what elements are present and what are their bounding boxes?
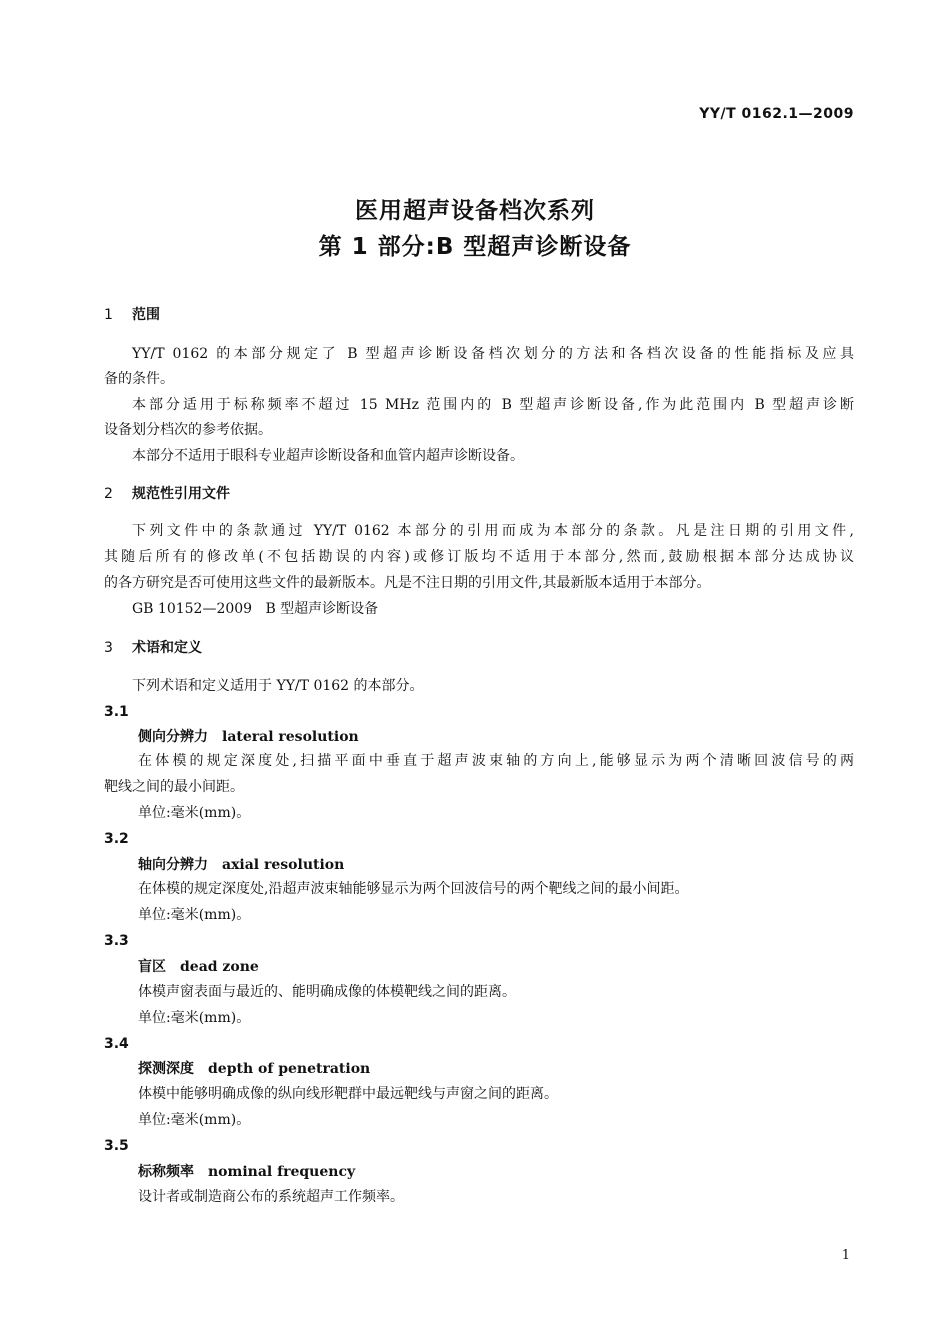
- clause-3-1-term: [138, 728, 359, 746]
- term-chinese: 标称频率: [138, 1164, 194, 1180]
- clause-3-5-term: [138, 1163, 355, 1181]
- term-chinese: 轴向分辨力: [138, 857, 208, 873]
- s2-paragraph-line-3: 的各方研究是否可使用这些文件的最新版本。凡是不注日期的引用文件,其最新版本适用于本部分。: [104, 575, 711, 591]
- document-title-line2: 第 1 部分:B 型超声诊断设备: [318, 234, 632, 260]
- s1-paragraph-2-line-1: 本部分适用于标称频率不超过 15 MHz 范围内的 B 型超声诊断设备,作为此范围内 B 型超声诊断: [132, 397, 854, 413]
- clause-3-3-term: [138, 958, 259, 976]
- s2-paragraph-line-2: 其随后所有的修改单(不包括勘误的内容)或修订版均不适用于本部分,然而,鼓励根据本部分达成协议: [104, 549, 854, 565]
- term-english: axial resolution: [222, 857, 345, 873]
- clause-3-4-definition: 体模中能够明确成像的纵向线形靶群中最远靶线与声窗之间的距离。: [138, 1086, 558, 1102]
- term-english: dead zone: [180, 959, 259, 975]
- clause-3-3-number: 3.3: [104, 933, 129, 949]
- section-number: 3: [104, 640, 113, 656]
- section-1-heading: [104, 306, 160, 324]
- s1-paragraph-1-line-2: 备的条件。: [104, 371, 174, 387]
- document-title-line1: 医用超声设备档次系列: [355, 198, 595, 224]
- s2-paragraph-line-1: 下列文件中的条款通过 YY/T 0162 本部分的引用而成为本部分的条款。凡是注日期的引用文件,: [132, 523, 854, 539]
- clause-3-2-unit: 单位:毫米(mm)。: [138, 907, 251, 923]
- term-chinese: 盲区: [138, 959, 166, 975]
- clause-3-1-definition-line-2: 靶线之间的最小间距。: [104, 779, 244, 795]
- clause-3-3-definition: 体模声窗表面与最近的、能明确成像的体模靶线之间的距离。: [138, 984, 516, 1000]
- clause-3-1-definition-line-1: 在体模的规定深度处,扫描平面中垂直于超声波束轴的方向上,能够显示为两个清晰回波信号的两: [138, 753, 854, 769]
- s3-intro: 下列术语和定义适用于 YY/T 0162 的本部分。: [132, 678, 424, 694]
- clause-3-1-unit: 单位:毫米(mm)。: [138, 805, 251, 821]
- clause-3-1-number: 3.1: [104, 704, 129, 720]
- clause-3-5-number: 3.5: [104, 1138, 129, 1154]
- term-chinese: 侧向分辨力: [138, 729, 208, 745]
- clause-3-4-term: [138, 1060, 370, 1078]
- term-english: nominal frequency: [208, 1164, 356, 1180]
- standard-number: YY/T 0162.1—2009: [699, 106, 854, 122]
- clause-3-2-term: [138, 856, 344, 874]
- section-title: 规范性引用文件: [132, 486, 230, 502]
- section-title: 术语和定义: [132, 640, 202, 656]
- term-english: lateral resolution: [222, 729, 359, 745]
- section-3-heading: [104, 639, 202, 657]
- normative-reference: GB 10152—2009 B 型超声诊断设备: [132, 601, 379, 617]
- clause-3-4-unit: 单位:毫米(mm)。: [138, 1112, 251, 1128]
- term-english: depth of penetration: [208, 1061, 371, 1077]
- section-number: 2: [104, 486, 113, 502]
- clause-3-2-definition: 在体模的规定深度处,沿超声波束轴能够显示为两个回波信号的两个靶线之间的最小间距。: [138, 881, 689, 897]
- clause-3-2-number: 3.2: [104, 831, 129, 847]
- clause-3-5-definition: 设计者或制造商公布的系统超声工作频率。: [138, 1189, 404, 1205]
- s1-paragraph-2-line-2: 设备划分档次的参考依据。: [104, 422, 272, 438]
- section-title: 范围: [132, 307, 160, 323]
- page-number: 1: [841, 1248, 850, 1263]
- clause-3-3-unit: 单位:毫米(mm)。: [138, 1010, 251, 1026]
- section-number: 1: [104, 307, 113, 323]
- section-2-heading: [104, 485, 230, 503]
- s1-paragraph-1-line-1: YY/T 0162 的本部分规定了 B 型超声诊断设备档次划分的方法和各档次设备的性能指标及应具: [132, 346, 854, 362]
- clause-3-4-number: 3.4: [104, 1036, 129, 1052]
- s1-paragraph-3: 本部分不适用于眼科专业超声诊断设备和血管内超声诊断设备。: [132, 448, 524, 464]
- term-chinese: 探测深度: [138, 1061, 194, 1077]
